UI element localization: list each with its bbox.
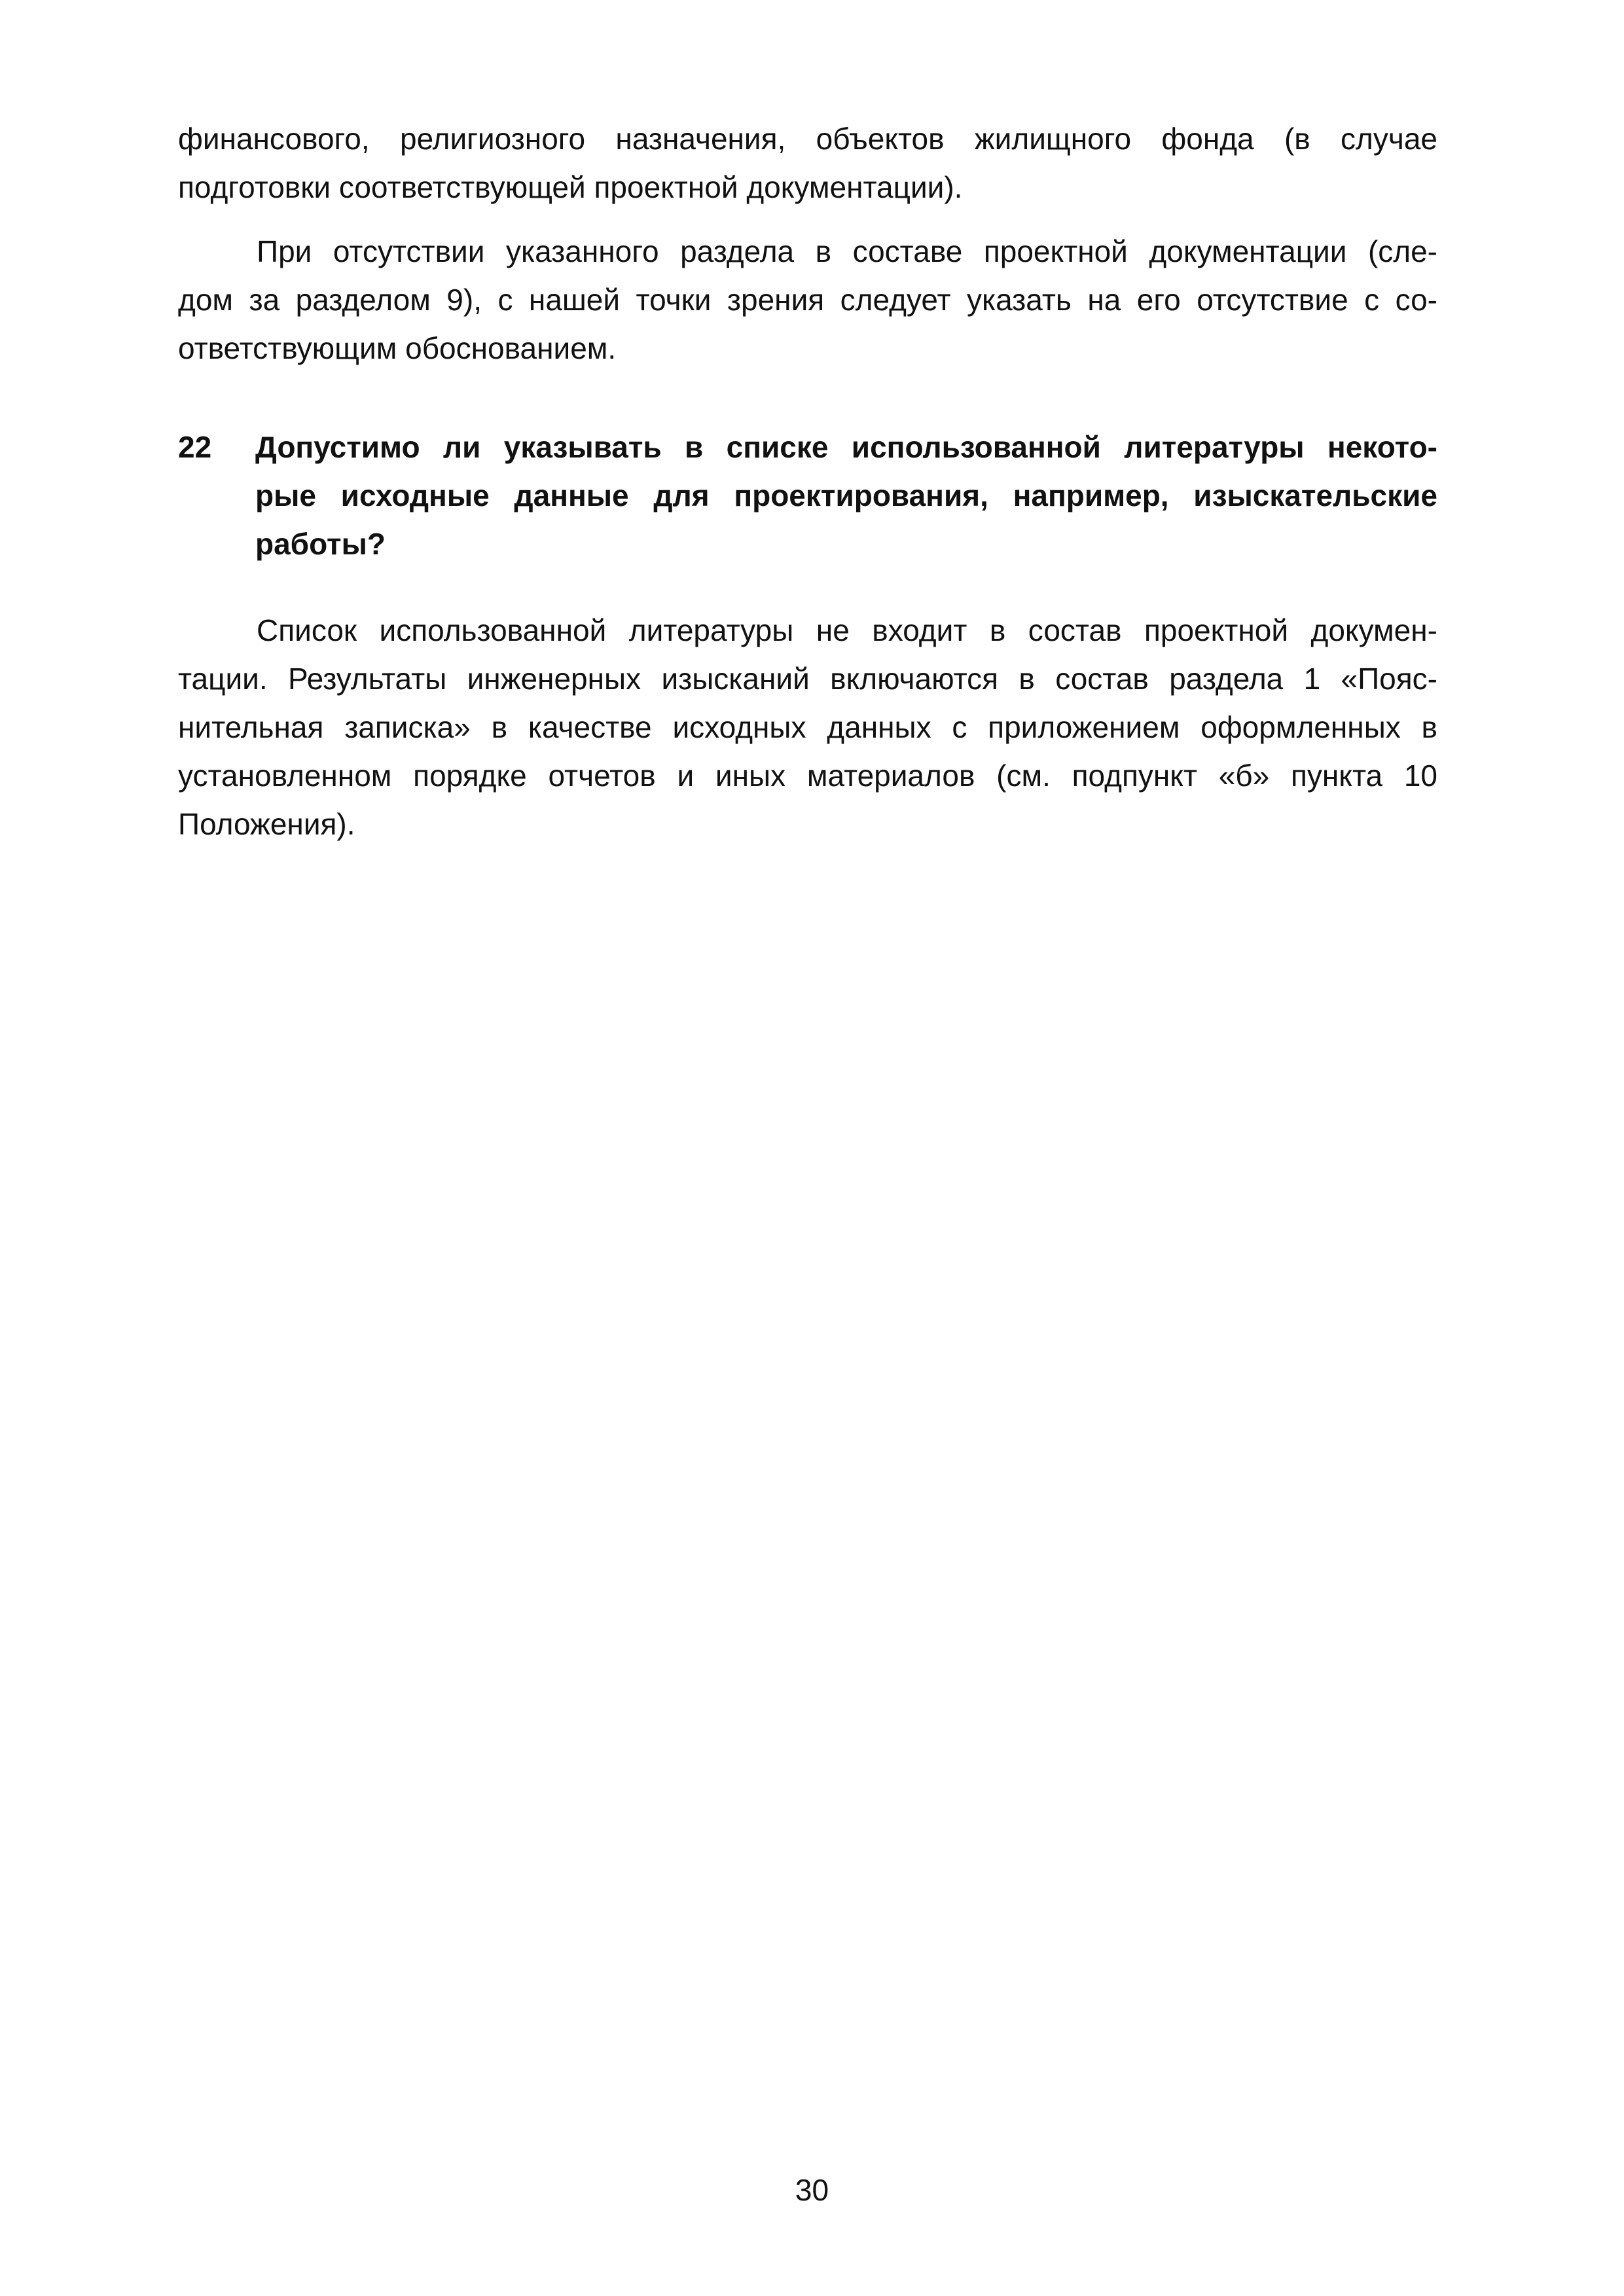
text-line: установленном порядке отчетов и иных материалов (см. подпункт «б» пункта 10 <box>178 759 1437 793</box>
text-line: финансового, религиозного назначения, объектов жилищного фонда (в случае <box>178 122 1437 156</box>
text-line: дом за разделом 9), с нашей точки зрения следует указать на его отсутствие с со- <box>178 283 1437 317</box>
question-line: рые исходные данные для проектирования, например, изыскательские <box>255 478 1437 512</box>
text-line: тации. Результаты инженерных изысканий включаются в состав раздела 1 «Пояс- <box>178 662 1437 696</box>
question-number: 22 <box>178 430 212 464</box>
question-line: работы? <box>255 527 386 561</box>
text-line: подготовки соответствующей проектной документации). <box>178 170 963 204</box>
page-number: 30 <box>795 2173 829 2207</box>
question-line: Допустимо ли указывать в списке использованной литературы некото- <box>255 430 1437 464</box>
text-line: Положения). <box>178 807 355 841</box>
text-line: При отсутствии указанного раздела в составе проектной документации (сле- <box>257 234 1437 268</box>
text-line: Список использованной литературы не входит в состав проектной докумен- <box>257 613 1437 647</box>
text-line: ответствующим обоснованием. <box>178 331 617 365</box>
text-line: нительная записка» в качестве исходных данных с приложением оформленных в <box>178 710 1437 744</box>
